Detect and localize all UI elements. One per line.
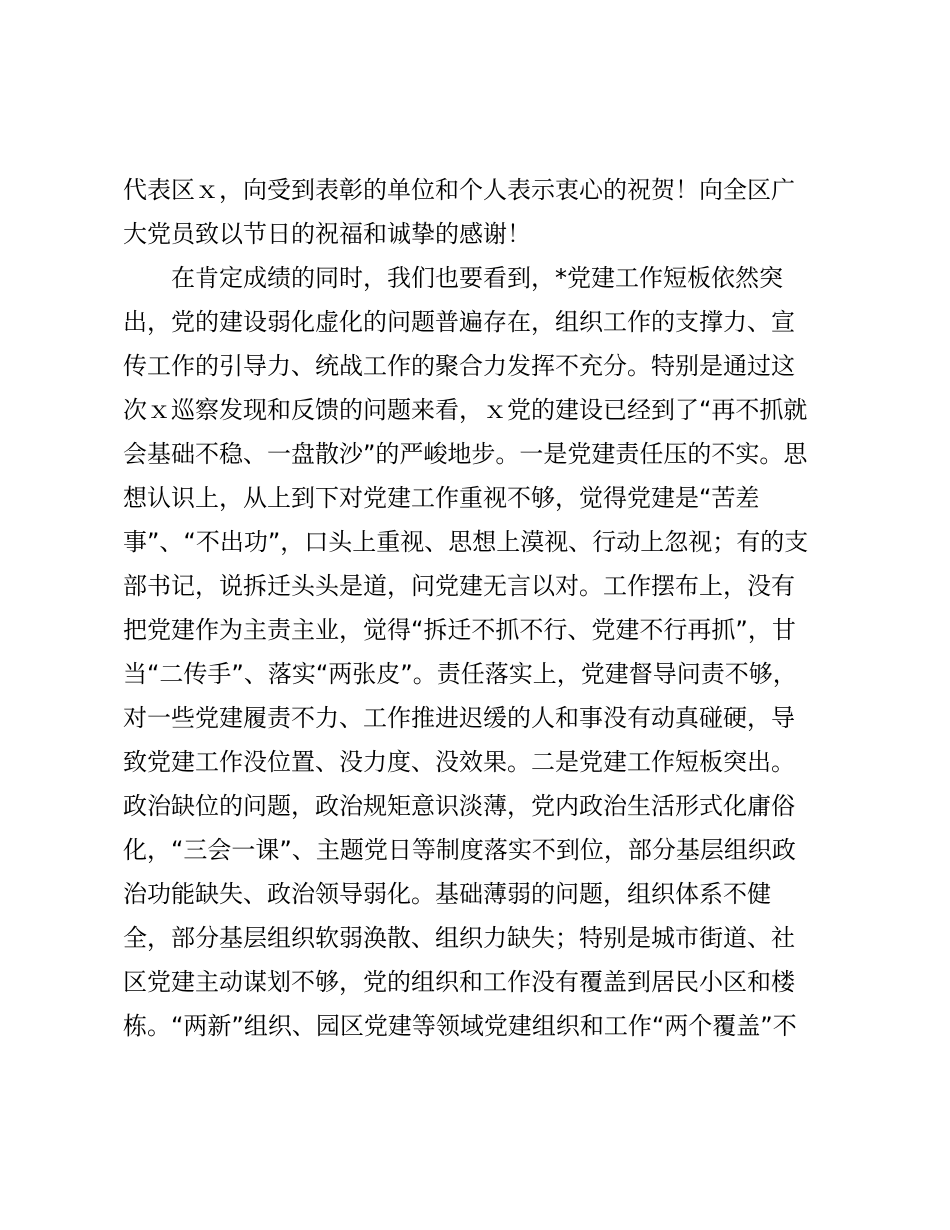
text-line: 在肯定成绩的同时，我们也要看到，*党建工作短板依然突 bbox=[171, 264, 783, 292]
text-line: 想认识上，从上到下对党建工作重视不够，觉得党建是“苦差 bbox=[123, 484, 760, 512]
text-line: 对一些党建履责不力、工作推进迟缓的人和事没有动真碰硬，导 bbox=[123, 704, 795, 732]
text-line: 栋。“两新”组织、园区党建等领域党建组织和工作“两个覆盖”不 bbox=[123, 1012, 797, 1040]
text-line: 治功能缺失、政治领导弱化。基础薄弱的问题，组织体系不健 bbox=[123, 880, 771, 908]
text-line: 次ｘ巡察发现和反馈的问题来看，ｘ党的建设已经到了“再不抓就 bbox=[123, 396, 808, 424]
text-line: 致党建工作没位置、没力度、没效果。二是党建工作短板突出。 bbox=[123, 748, 795, 776]
text-line: 会基础不稳、一盘散沙”的严峻地步。一是党建责任压的不实。思 bbox=[123, 440, 808, 468]
text-line: 大党员致以节日的祝福和诚挚的感谢！ bbox=[123, 220, 531, 248]
body-text bbox=[123, 168, 843, 1048]
text-line: 政治缺位的问题，政治规矩意识淡薄，党内政治生活形式化庸俗 bbox=[123, 792, 795, 820]
text-line: 全，部分基层组织软弱涣散、组织力缺失；特别是城市街道、社 bbox=[123, 924, 795, 952]
text-line: 出，党的建设弱化虚化的问题普遍存在，组织工作的支撑力、宣 bbox=[123, 308, 795, 336]
text-line: 把党建作为主责主业，觉得“拆迁不抓不行、党建不行再抓”，甘 bbox=[123, 616, 796, 644]
text-line: 部书记，说拆迁头头是道，问党建无言以对。工作摆布上，没有 bbox=[123, 572, 795, 600]
text-line: 当“二传手”、落实“两张皮”。责任落实上，党建督导问责不够， bbox=[123, 660, 797, 688]
text-line: 传工作的引导力、统战工作的聚合力发挥不充分。特别是通过这 bbox=[123, 352, 795, 380]
text-line: 区党建主动谋划不够，党的组织和工作没有覆盖到居民小区和楼 bbox=[123, 968, 795, 996]
text-line: 化，“三会一课”、主题党日等制度落实不到位，部分基层组织政 bbox=[123, 836, 796, 864]
text-line: 代表区ｘ，向受到表彰的单位和个人表示衷心的祝贺！向全区广 bbox=[123, 176, 795, 204]
text-line: 事”、“不出功”，口头上重视、思想上漠视、行动上忽视；有的支 bbox=[123, 528, 809, 556]
